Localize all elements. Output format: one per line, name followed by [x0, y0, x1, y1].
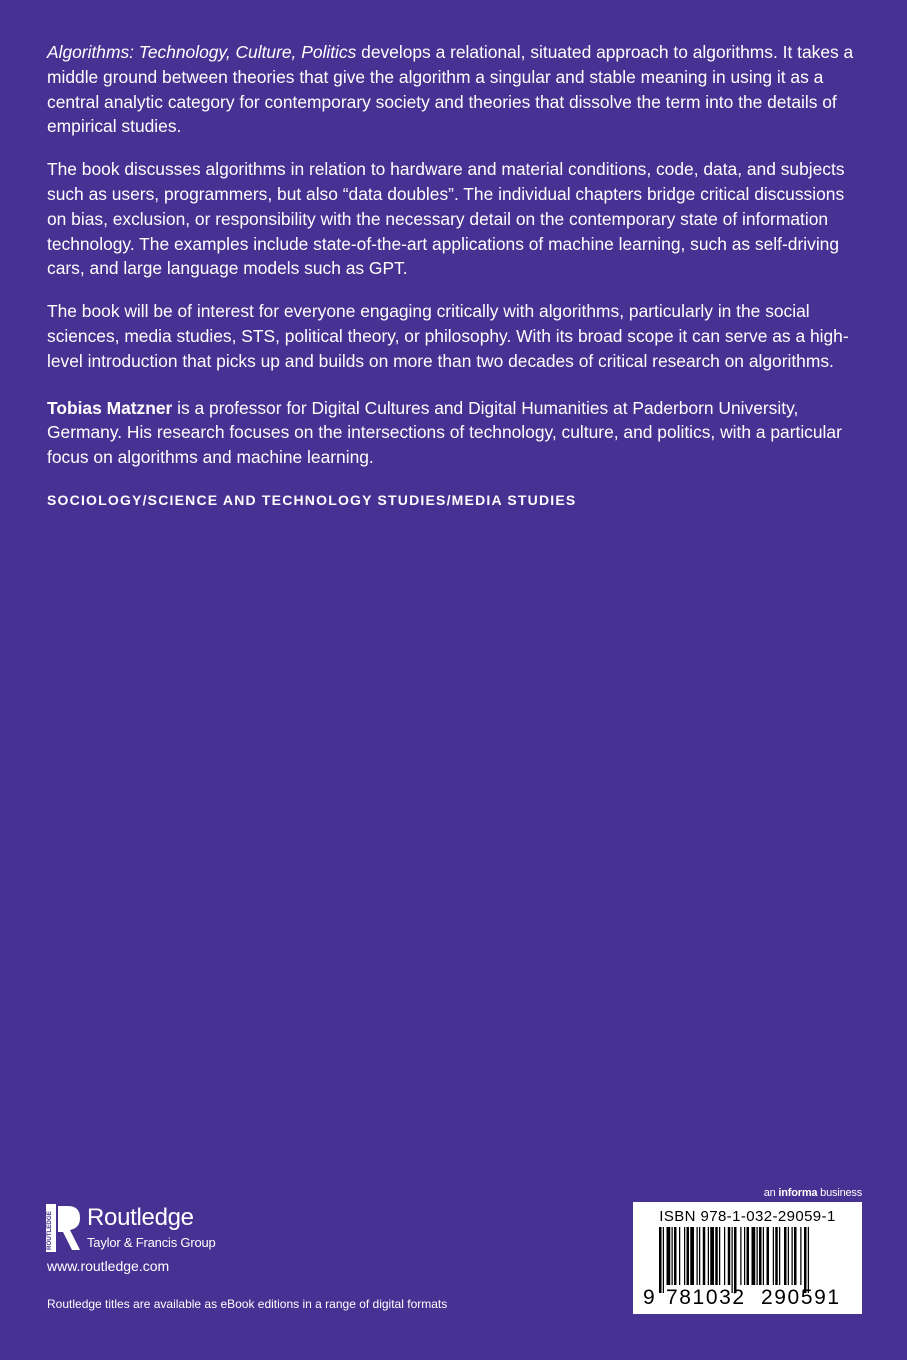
barcode-bar — [775, 1227, 778, 1285]
back-cover-blurb — [47, 40, 867, 508]
barcode-bar — [708, 1227, 709, 1285]
blurb-paragraph-1 — [47, 40, 867, 139]
isbn-label: ISBN 978-1-032-29059-1 — [659, 1208, 836, 1225]
informa-brand: informa — [778, 1187, 818, 1199]
barcode-group-left: 781032 — [666, 1286, 746, 1309]
barcode-bar — [728, 1227, 731, 1285]
barcode-bar — [779, 1227, 780, 1285]
barcode-bar — [773, 1227, 774, 1285]
barcode-bar — [684, 1227, 685, 1285]
barcode-bar — [784, 1227, 787, 1285]
subject-category: SOCIOLOGY/SCIENCE AND TECHNOLOGY STUDIES/MEDIA STUDIES — [47, 491, 577, 508]
barcode-bar — [800, 1227, 801, 1285]
barcode-bar — [757, 1227, 758, 1285]
routledge-logo-icon — [46, 1204, 82, 1256]
barcode-bar — [703, 1227, 706, 1285]
barcode-bar — [808, 1227, 809, 1293]
barcode-bar — [794, 1227, 797, 1285]
informa-suffix: business — [817, 1187, 862, 1199]
publisher-logo — [46, 1204, 246, 1256]
ebook-note: Routledge titles are available as eBook editions in a range of digital formats — [47, 1297, 448, 1311]
barcode-bar — [724, 1227, 725, 1285]
barcode-group-right: 290591 — [761, 1286, 841, 1309]
blurb-paragraph-1-text: develops a relational, situated approach to algorithms. It takes a middle ground between theories that give the algorithm a singular and stable meaning in using it as a central analytic category for contemporary society and theories that dissolve the term into the details of empirical studies. — [47, 42, 854, 137]
logo-mark-text: ROUTLEDGE — [46, 1211, 53, 1250]
informa-tagline — [764, 1187, 862, 1199]
barcode-bar — [744, 1227, 745, 1285]
barcode-bar — [788, 1227, 789, 1285]
barcode-bar — [715, 1227, 718, 1285]
barcode-bar — [674, 1227, 677, 1285]
blurb-paragraph-3: The book will be of interest for everyone engaging critically with algorithms, particularly in the social sciences, media studies, STS, political theory, or philosophy. With its broad scope it can serve as a high-level introduction that picks up and builds on more than two decades of critical research on algorithms. — [47, 301, 849, 371]
barcode-bar — [752, 1227, 756, 1285]
publisher-group: Taylor & Francis Group — [87, 1235, 216, 1250]
barcode-bar — [719, 1227, 720, 1285]
barcode-bar — [659, 1227, 662, 1293]
barcode-bar — [734, 1227, 737, 1293]
barcode-bar — [804, 1227, 807, 1293]
barcode-bar — [699, 1227, 700, 1285]
barcode-bar — [732, 1227, 733, 1293]
author-bio — [47, 396, 867, 470]
barcode-bar — [697, 1227, 698, 1285]
barcode-bar — [663, 1227, 664, 1293]
barcode-bar — [767, 1227, 770, 1285]
barcode-digit-first: 9 — [643, 1286, 655, 1309]
barcode-bar — [740, 1227, 741, 1285]
barcode-bar — [710, 1227, 714, 1285]
isbn-barcode — [633, 1202, 862, 1314]
barcode-bar — [763, 1227, 764, 1285]
barcode-bar — [672, 1227, 673, 1285]
barcode-bar — [747, 1227, 750, 1285]
publisher-name: Routledge — [87, 1204, 194, 1231]
blurb-paragraph-2: The book discusses algorithms in relation to hardware and material conditions, code, data, and subjects such as users, programmers, but also “data doubles”. The individual chapters bridge critical discussions on bias, exclusion, or responsibility with the necessary detail on the contemporary state of information technology. The examples include state-of-the-art applications of machine learning, such as self-driving cars, and large language models such as GPT. — [47, 159, 845, 279]
barcode-bar — [667, 1227, 671, 1285]
book-title: Algorithms: Technology, Culture, Politics — [47, 42, 357, 62]
barcode-bar — [679, 1227, 680, 1285]
barcode-bar — [687, 1227, 690, 1285]
author-name: Tobias Matzner — [47, 397, 173, 418]
barcode-bar — [792, 1227, 793, 1285]
barcode-bar — [690, 1227, 694, 1285]
author-bio-text: is a professor for Digital Cultures and Digital Humanities at Paderborn University, Germany. His research focuses on the intersections of technology, culture, and politics, with a particular focus on algorithms and machine learning. — [47, 397, 842, 468]
informa-prefix: an — [763, 1187, 779, 1199]
barcode-bar — [759, 1227, 762, 1285]
publisher-website[interactable]: www.routledge.com — [47, 1258, 170, 1274]
